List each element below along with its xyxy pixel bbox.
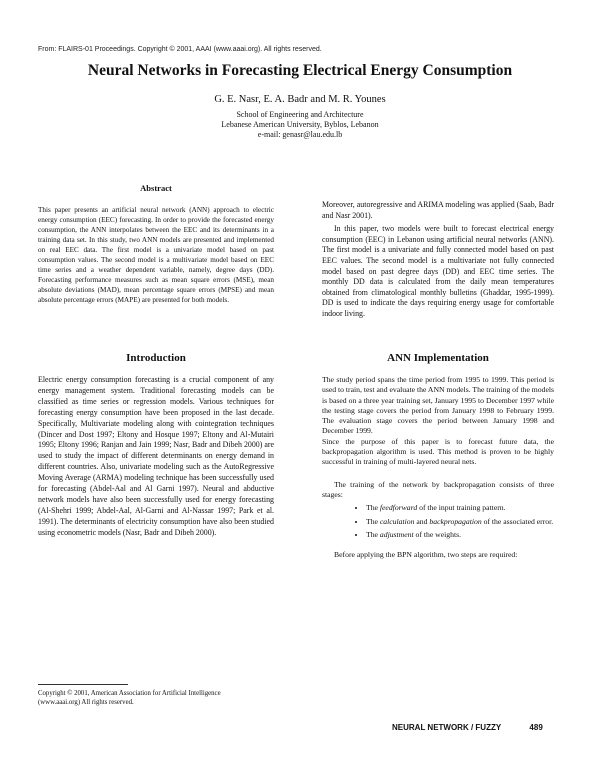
abstract-heading: Abstract xyxy=(140,183,172,193)
list-item: • The calculation and backpropagation of the associated error. xyxy=(366,517,554,527)
authors: G. E. Nasr, E. A. Badr and M. R. Younes xyxy=(214,94,386,105)
source-line: From: FLAIRS-01 Proceedings. Copyright © 2001, AAAI (www.aaai.org). All rights reserved. xyxy=(38,46,322,53)
ann-body xyxy=(322,375,554,560)
training-stages-list xyxy=(322,503,554,540)
footer-section-label: NEURAL NETWORK / FUZZY xyxy=(392,723,502,732)
paper-title: Neural Networks in Forecasting Electrical Energy Consumption xyxy=(87,62,513,79)
right-column-top xyxy=(322,200,554,320)
page-number: 489 xyxy=(529,723,543,732)
affiliation-school: School of Engineering and Architecture xyxy=(236,110,364,119)
ann-section xyxy=(322,352,554,560)
introduction-section xyxy=(38,352,274,539)
introduction-text: Electric energy consumption forecasting is a crucial component of any energy management system. Traditional forecasting models can be classified as time series or regression models. Various techniques for forecasting energy consumption have been proposed in the last decade. Specifically, Multivariate modeling along with cointegration techniques (Dincer and Dost 1997; Eltony and Hosque 1997; Eltony and Al-Mutairi 1995; Eltony 1996; Ranjan and Jain 1999; Nasr, Badr and Dibeh 2000) are used to study the impact of different determinants on energy demand in different countries. Also, univariate modeling such as the AutoRegressive Moving Average (ARMA) modeling technique has been successfully used for forecasting (Abdel-Aal and Al Garni 1997). Neural and abductive network models have also been successfully used for energy forecasting (Al-Shehri 1999; Abdel-Aal, Al-Garni and Al-Nassar 1997; Park et al. 1991). The determinants of electricity consumption have also been studied using econometric models (Nasr, Badr and Dibeh 2000). xyxy=(38,375,274,537)
ann-paragraph-1: The study period spans the time period from 1995 to 1999. This period is used to train, test and evaluate the ANN models. The training of the models is based on a three year training set, January 1995 to December 1997 while the testing stage covers the period from January 1998 to February 1999. The evaluation stage covers the period between January 1998 and December 1999. xyxy=(322,375,554,436)
introduction-heading: Introduction xyxy=(126,352,186,364)
footnote-line-1: Copyright © 2001, American Association for Artificial Intelligence xyxy=(38,690,221,697)
copyright-footnote xyxy=(38,689,221,707)
ann-paragraph-2: Since the purpose of this paper is to forecast future data, the backpropagation algorithm is used. This method is proven to be highly successful in training of multi-layered neural nets. xyxy=(322,436,554,467)
footnote-line-2: (www.aaai.org) All rights reserved. xyxy=(38,699,134,706)
ann-paragraph-4: Before applying the BPN algorithm, two steps are required: xyxy=(334,550,518,560)
affiliation-university: Lebanese American University, Byblos, Lebanon xyxy=(221,120,379,129)
list-item: • The feedforward of the input training pattern. xyxy=(366,503,554,513)
moreover-paragraph: Moreover, autoregressive and ARIMA modeling was applied (Saab, Badr and Nasr 2001). xyxy=(322,200,554,220)
abstract-section xyxy=(38,183,274,305)
affiliation-email: e-mail: genasr@lau.edu.lb xyxy=(257,130,343,139)
ann-heading: ANN Implementation xyxy=(387,352,489,364)
page-footer xyxy=(392,723,543,732)
abstract-text: This paper presents an artificial neural network (ANN) approach to electric energy consumption (EEC) forecasting. In order to provide the forecasted energy consumption, the ANN interpolates between the EEC and its determinants in a training data set. In this study, two ANN models are presented and implemented on real EEC data. The first model is a univariate model based on past consumption values. The second model is a multivariate model based on EEC time series and a weather dependent variable, namely, degree days (DD). Forecasting performance measures such as mean square errors (MSE), mean absolute deviations (MAD), mean percentage square errors (MPSE) and mean absolute percentage errors (MAPE) are presented for both models. xyxy=(38,206,274,304)
footnote-rule xyxy=(38,684,128,685)
ann-paragraph-3: The training of the network by backpropagation consists of three stages: xyxy=(322,479,554,499)
in-this-paper-paragraph: In this paper, two models were built to forecast electrical energy consumption (EEC) in Lebanon using artificial neural networks (ANN). The first model is a univariate and fully connected model based on past EEC values. The second model is a multivariate not fully connected model based on past degree days (DD) and EEC time series. The monthly DD data is calculated from the daily mean temperatures obtained from climatological monthly bulletins (Ghaddar, 1995-1999). DD is used to indicate the days requiring energy usage for comfortable indoor living. xyxy=(322,224,554,318)
list-item: • The adjustment of the weights. xyxy=(366,530,554,540)
